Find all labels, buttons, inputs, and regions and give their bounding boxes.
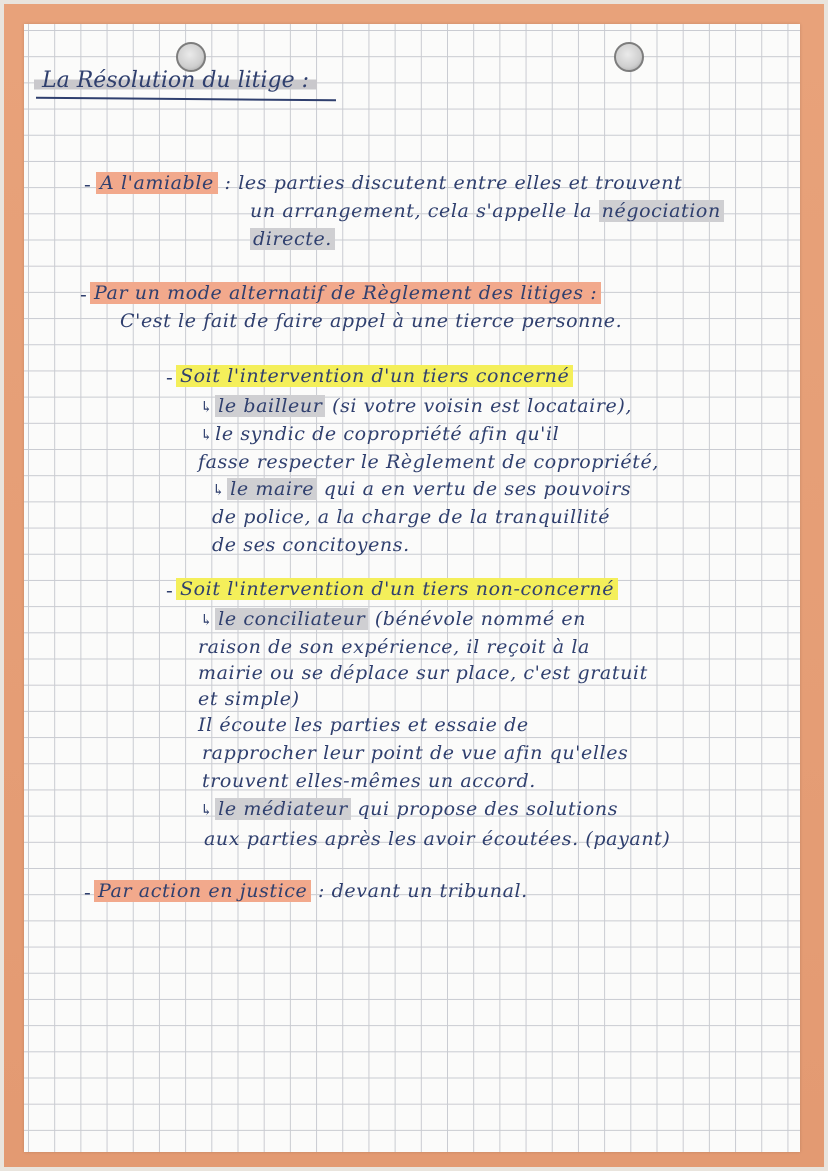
conciliateur-line-4: et simple) <box>198 688 300 710</box>
conciliateur-highlight: le conciliateur <box>215 608 368 630</box>
non-concerne-label: Soit l'intervention d'un tiers non-concerné <box>176 578 618 600</box>
maire-line-2: de police, a la charge de la tranquillité <box>212 506 611 528</box>
conciliateur-line-2: raison de son expérience, il reçoit à la <box>198 636 590 658</box>
marl-label: Par un mode alternatif de Règlement des litiges : <box>90 282 601 304</box>
syndic-line-2: fasse respecter le Règlement de copropriété, <box>198 451 659 473</box>
bullet-dash: - <box>84 880 91 904</box>
justice-label: Par action en justice <box>94 880 311 902</box>
arrow-icon: ↳ <box>200 426 214 444</box>
conciliateur-line-7: trouvent elles-mêmes un accord. <box>202 770 536 792</box>
amiable-text-2: un arrangement, cela s'appelle la <box>250 200 593 222</box>
amiable-line-3 <box>250 228 335 250</box>
concerne-label: Soit l'intervention d'un tiers concerné <box>176 365 573 387</box>
arrow-icon: ↳ <box>200 611 214 629</box>
marl-heading <box>90 282 601 304</box>
conciliateur-line <box>200 608 586 630</box>
syndic-line <box>200 423 559 445</box>
conciliateur-line-6: rapprocher leur point de vue afin qu'elles <box>202 742 629 764</box>
maire-text: qui a en vertu de ses pouvoirs <box>323 478 632 500</box>
concerne-heading <box>176 365 573 387</box>
maire-line-3: de ses concitoyens. <box>212 534 410 556</box>
bullet-dash: - <box>166 365 173 389</box>
amiable-line-2 <box>250 200 724 222</box>
arrow-icon: ↳ <box>200 801 214 819</box>
conciliateur-line-3: mairie ou se déplace sur place, c'est gratuit <box>198 662 648 684</box>
mediateur-line <box>200 798 618 820</box>
arrow-icon: ↳ <box>200 398 214 416</box>
non-concerne-heading <box>176 578 618 600</box>
mediateur-highlight: le médiateur <box>215 798 351 820</box>
marl-definition: C'est le fait de faire appel à une tierce personne. <box>120 310 623 332</box>
maire-line <box>212 478 631 500</box>
maire-highlight: le maire <box>227 478 317 500</box>
punch-hole-right <box>614 42 644 72</box>
bailleur-highlight: le bailleur <box>215 395 325 417</box>
syndic-text: le syndic de copropriété afin qu'il <box>215 423 560 445</box>
amiable-line-1 <box>96 172 682 194</box>
arrow-icon: ↳ <box>212 481 226 499</box>
bullet-dash: - <box>166 578 173 602</box>
bullet-dash: - <box>80 282 87 306</box>
amiable-text-1: : les parties discutent entre elles et trouvent <box>224 172 683 194</box>
conciliateur-text: (bénévole nommé en <box>374 608 586 630</box>
conciliateur-line-5: Il écoute les parties et essaie de <box>198 714 529 736</box>
amiable-label: A l'amiable <box>96 172 218 194</box>
bailleur-text: (si votre voisin est locataire), <box>332 395 633 417</box>
amiable-text-3: directe. <box>250 228 335 250</box>
justice-line <box>94 880 528 902</box>
page-title: La Résolution du litige : <box>34 68 317 93</box>
mediateur-line-2: aux parties après les avoir écoutées. (payant) <box>204 828 671 850</box>
bailleur-line <box>200 395 632 417</box>
negociation-highlight: négociation <box>599 200 724 222</box>
justice-text: : devant un tribunal. <box>318 880 528 902</box>
bullet-dash: - <box>84 172 91 196</box>
mediateur-text: qui propose des solutions <box>357 798 619 820</box>
